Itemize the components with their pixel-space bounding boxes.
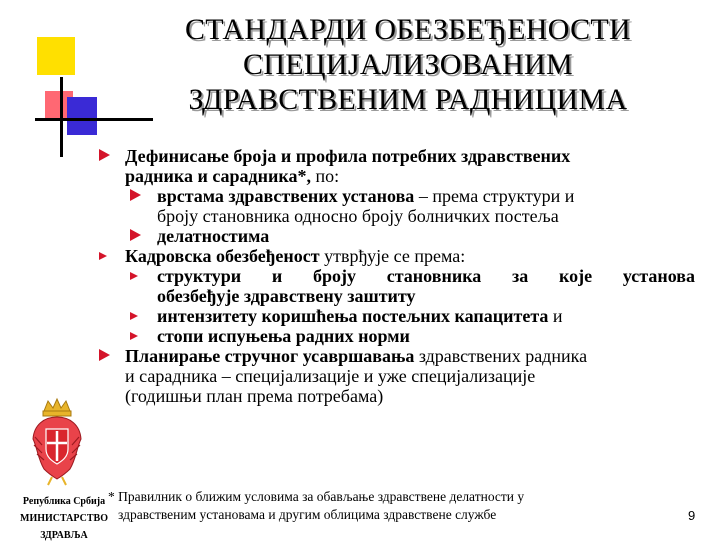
ministry-logo-text: Република Србија МИНИСТАРСТВО ЗДРАВЉА bbox=[20, 496, 108, 541]
title-line-2: СПЕЦИЈАЛИЗОВАНИМ bbox=[243, 48, 573, 81]
serbian-coat-of-arms-icon bbox=[30, 397, 84, 487]
decor-yellow-square bbox=[37, 37, 75, 75]
bullet-staffing-adequacy: Кадровска обезбеђеност утврђује се према: bbox=[95, 246, 695, 266]
bullet-arrow-icon bbox=[130, 229, 141, 241]
bullet-arrow-icon bbox=[99, 349, 110, 361]
bullet-arrow-icon bbox=[99, 252, 107, 260]
bullet-staffing-definition: Дефинисање броја и профила потребних здравствених радника и сарадника*, по: bbox=[95, 146, 695, 186]
page-number: 9 bbox=[688, 508, 696, 523]
decor-vertical-line bbox=[60, 77, 63, 157]
decor-blue-square bbox=[67, 97, 97, 135]
bullet-list bbox=[95, 146, 695, 406]
sub-bullet-bed-capacity: интензитету коришћења постељних капацитета и bbox=[95, 306, 695, 326]
sub-bullet-institution-types: врстама здравствених установа – према структури и броју становника односно броју болничких постеља bbox=[95, 186, 695, 226]
bullet-training-planning: Планирање стручног усавршавања здравствених радника и сарадника – специјализације и уже специјализације (годишњи план према потребама) bbox=[95, 346, 695, 406]
bullet-arrow-icon bbox=[99, 149, 110, 161]
page-title bbox=[128, 12, 688, 117]
sub-bullet-population-structure: структури и броју становника за које установа обезбеђује здравствену заштиту bbox=[95, 266, 695, 306]
bullet-arrow-icon bbox=[130, 189, 141, 201]
bullet-arrow-icon bbox=[130, 312, 138, 320]
footnote: * Правилник о ближим условима за обављање здравствене делатности у здравственим установама и другим облицима здравствене службе bbox=[108, 489, 525, 522]
sub-bullet-activities: делатностима bbox=[95, 226, 695, 246]
bullet-arrow-icon bbox=[130, 272, 138, 280]
title-line-3: ЗДРАВСТВЕНИМ РАДНИЦИМА bbox=[188, 83, 628, 116]
sub-bullet-work-norms: стопи испуњења радних норми bbox=[95, 326, 695, 346]
title-line-1: СТАНДАРДИ ОБЕЗБЕЂЕНОСТИ bbox=[184, 13, 631, 46]
decor-horizontal-line bbox=[35, 118, 153, 121]
bullet-arrow-icon bbox=[130, 332, 138, 340]
